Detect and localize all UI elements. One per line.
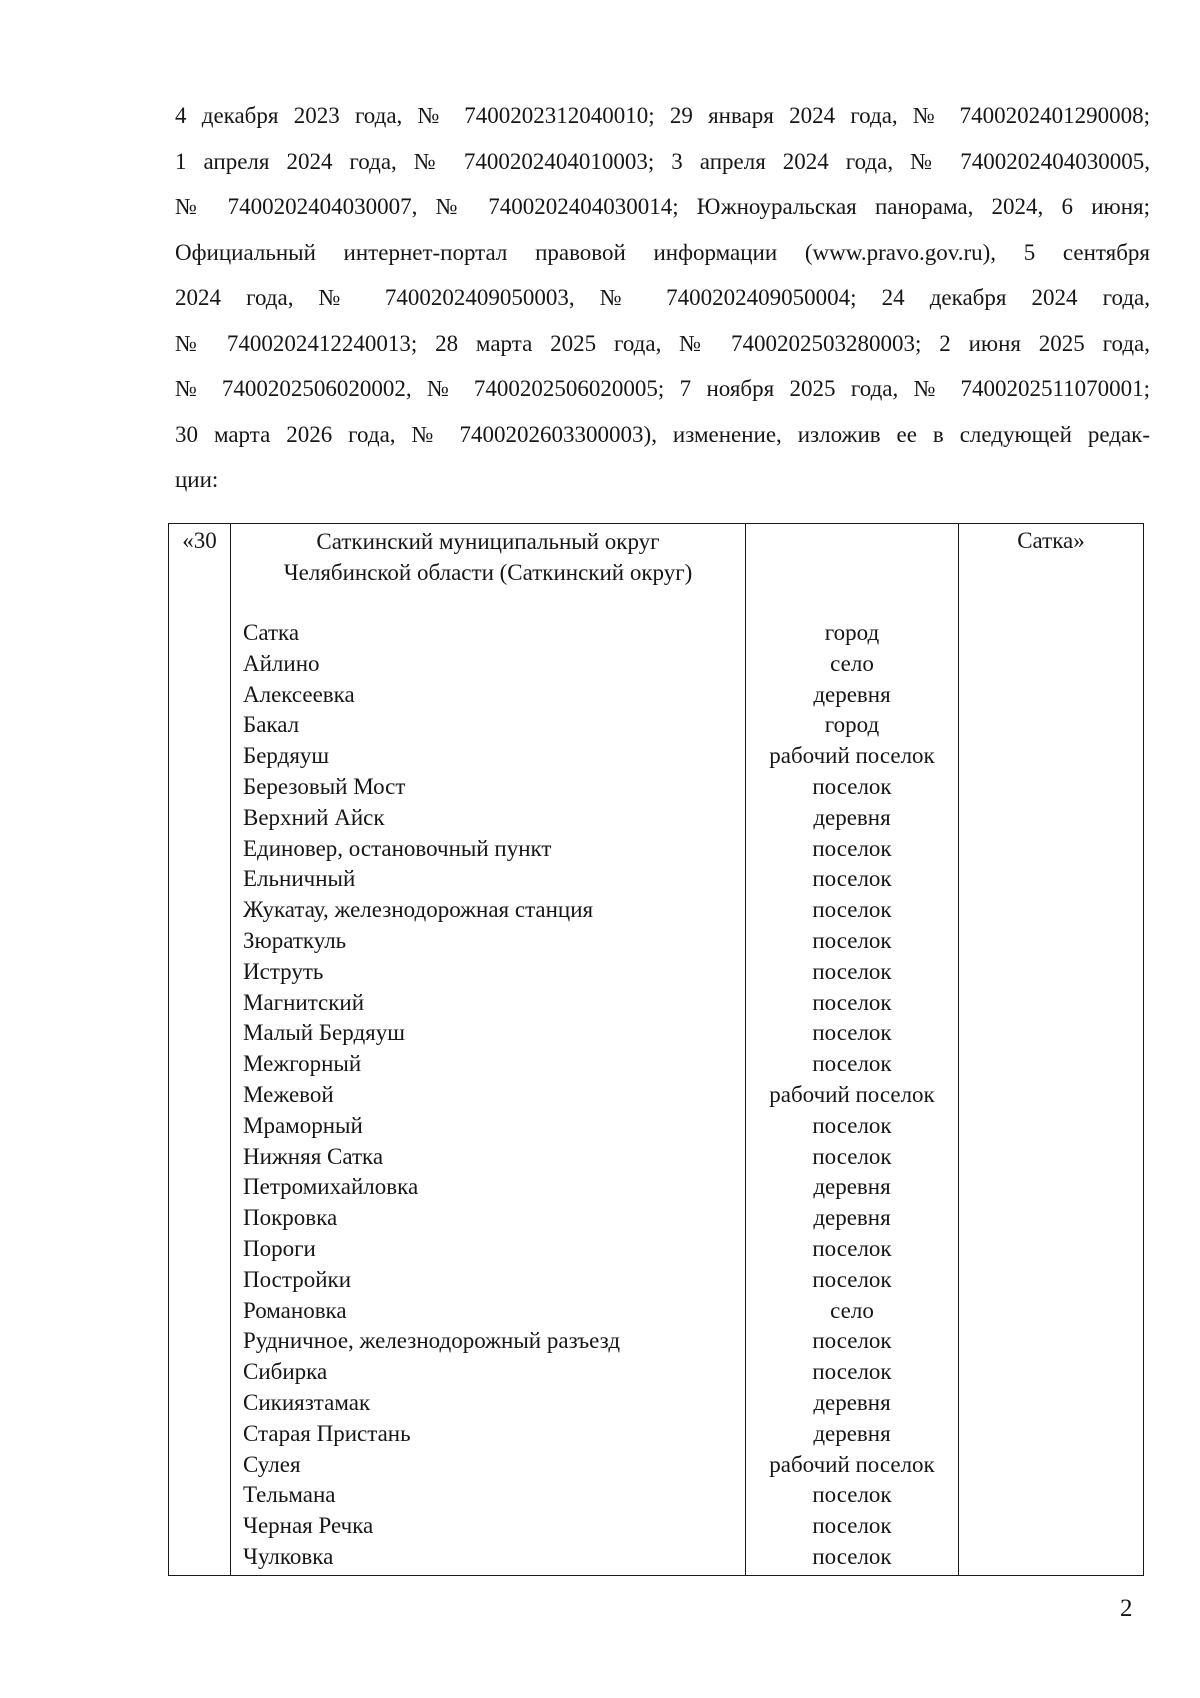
settlement-name: Ельничный [243, 866, 356, 892]
page-number: 2 [1120, 1595, 1133, 1622]
settlement-type: поселок [812, 1020, 892, 1046]
settlement-type: деревня [813, 681, 891, 707]
settlements-table [168, 523, 1144, 1576]
settlement-name: Магнитский [243, 989, 365, 1015]
settlement-type: поселок [812, 927, 892, 953]
settlement-type: деревня [813, 1420, 891, 1446]
paragraph-line: Официальный интернет-портал правовой информации (www.pravo.gov.ru), 5 сентября [175, 239, 1150, 265]
settlement-type: рабочий поселок [769, 743, 935, 769]
settlement-type: поселок [812, 1266, 892, 1292]
table-row [169, 524, 1144, 1576]
settlement-name: Тельмана [243, 1482, 336, 1508]
settlement-type: поселок [812, 773, 892, 799]
settlement-type: город [824, 712, 880, 738]
paragraph-line: № 7400202506020002, № 7400202506020005; 7 ноября 2025 года, № 7400202511070001; [175, 376, 1150, 401]
paragraph-line: 30 марта 2026 года, № 7400202603300003), изменение, изложив ее в следующей редак- [175, 421, 1150, 447]
settlement-type: рабочий поселок [769, 1451, 935, 1477]
settlement-type: поселок [812, 1513, 892, 1539]
settlement-type: поселок [812, 1235, 892, 1261]
settlement-name: Малый Бердяуш [243, 1020, 405, 1046]
settlement-name: Нижняя Сатка [243, 1143, 384, 1169]
paragraph-line: 4 декабря 2023 года, № 7400202312040010; 29 января 2024 года, № 7400202401290008; [175, 103, 1150, 128]
settlement-name: Черная Речка [243, 1513, 374, 1539]
settlement-name: Сикиязтамак [243, 1389, 371, 1415]
settlement-name: Покровка [243, 1205, 338, 1231]
settlement-name: Сулея [243, 1451, 301, 1477]
settlement-type: деревня [813, 804, 891, 830]
settlement-name: Романовка [243, 1297, 347, 1323]
settlement-name: Бердяуш [243, 743, 330, 769]
center-column [959, 524, 1144, 1576]
settlement-type: поселок [812, 958, 892, 984]
settlement-type: село [830, 1297, 874, 1323]
settlement-name: Сатка [243, 620, 300, 645]
settlement-name: Сибирка [243, 1359, 328, 1385]
settlement-type: город [824, 620, 880, 645]
settlement-name: Зюраткуль [243, 927, 347, 953]
paragraph-line: № 7400202412240013; 28 марта 2025 года, № 7400202503280003; 2 июня 2025 года, [175, 330, 1150, 356]
settlement-name: Верхний Айск [243, 804, 385, 830]
row-number-cell [169, 524, 231, 1576]
settlement-type: поселок [812, 1359, 892, 1385]
settlement-type: поселок [812, 835, 892, 861]
paragraph-line: ции: [175, 467, 219, 492]
district-title-line-2: Челябинской области (Саткинский округ) [283, 560, 693, 585]
settlement-name: Старая Пристань [243, 1420, 411, 1446]
settlement-type: рабочий поселок [769, 1081, 935, 1107]
settlement-name: Пороги [243, 1235, 316, 1261]
district-title-line-1: Саткинский муниципальный округ [316, 529, 660, 554]
settlement-name: Алексеевка [243, 681, 355, 707]
settlement-type: деревня [813, 1205, 891, 1231]
settlement-type: деревня [813, 1389, 891, 1415]
district-heading [231, 524, 745, 618]
settlement-name: Рудничное, железнодорожный разъезд [243, 1328, 621, 1354]
type-column [746, 524, 959, 1576]
administrative-center: Сатка» [1017, 528, 1085, 553]
settlement-type: деревня [813, 1174, 891, 1200]
settlement-name: Постройки [243, 1266, 352, 1292]
settlement-name: Межевой [243, 1081, 334, 1107]
settlement-type: поселок [812, 1143, 892, 1169]
settlement-type: поселок [812, 866, 892, 892]
settlement-names [231, 618, 745, 1575]
paragraph-line: 2024 года, № 7400202409050003, № 7400202409050004; 24 декабря 2024 года, [175, 285, 1150, 310]
settlement-name: Мраморный [243, 1112, 363, 1138]
settlement-name: Петромихайловка [243, 1174, 419, 1200]
settlement-type: поселок [812, 1328, 892, 1354]
settlement-name: Чулковка [243, 1543, 334, 1569]
settlement-type: поселок [812, 1112, 892, 1138]
settlement-type: село [830, 650, 874, 676]
settlement-type: поселок [812, 897, 892, 923]
settlement-type: поселок [812, 1543, 892, 1569]
row-number: «30 [182, 528, 217, 553]
settlement-name: Березовый Мост [243, 773, 406, 799]
settlement-name: Бакал [243, 712, 300, 738]
settlement-type: поселок [812, 989, 892, 1015]
settlement-name: Жукатау, железнодорожная станция [243, 897, 594, 923]
settlement-name: Межгорный [243, 1051, 362, 1077]
body-paragraph [175, 93, 1150, 503]
paragraph-line: 1 апреля 2024 года, № 7400202404010003; 3 апреля 2024 года, № 7400202404030005, [175, 148, 1150, 174]
settlement-type: поселок [812, 1482, 892, 1508]
settlement-type: поселок [812, 1051, 892, 1077]
settlement-name: Иструть [243, 958, 324, 984]
paragraph-line: № 7400202404030007, № 7400202404030014; Южноуральская панорама, 2024, 6 июня; [175, 194, 1150, 219]
name-column [231, 524, 746, 1576]
settlement-name: Единовер, остановочный пункт [243, 835, 552, 861]
settlement-types [746, 524, 958, 1575]
settlement-name: Айлино [243, 650, 320, 676]
